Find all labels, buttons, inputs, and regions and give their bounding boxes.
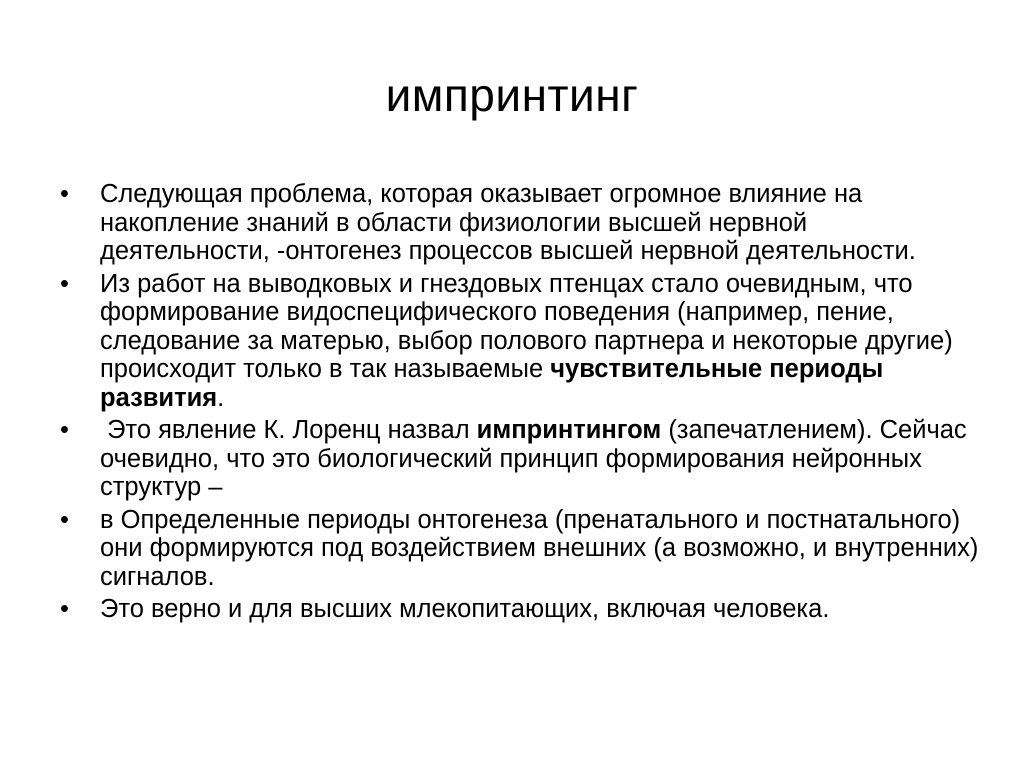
bullet-text: Это явление К. Лоренц назвал xyxy=(100,416,477,444)
bullet-item-2 xyxy=(60,270,980,413)
bullet-item-3 xyxy=(60,416,980,502)
bullet-bold-text: импринтингом xyxy=(476,416,662,444)
bullet-item-4 xyxy=(60,506,980,592)
slide-title: импринтинг xyxy=(385,69,639,121)
bullet-item-5 xyxy=(60,595,980,624)
bullet-list xyxy=(60,180,980,628)
bullet-item-1 xyxy=(60,180,980,266)
bullet-text-end: (запечатлением). Сейчас очевидно, что это биологический принцип формирования нейронных структур – xyxy=(100,416,967,501)
bullet-text: в Определенные периоды онтогенеза (пренатального и постнатального) они формируются под воздействием внешних (а возможно, и внутренних) сигналов. xyxy=(100,505,979,591)
bullet-text: Это верно и для высших млекопитающих, включая человека. xyxy=(100,595,830,623)
bullet-text-end: . xyxy=(217,383,225,412)
bullet-marker: • xyxy=(60,505,69,534)
bullet-marker: • xyxy=(60,416,69,444)
bullet-bold-text: чувствительные периоды развития xyxy=(100,355,884,412)
bullet-text: Из работ на выводковых и гнездовых птенцах стало очевидным, что формирование видоспецифического поведения (например, пение, следование за матерью, выбор полового партнера и некоторые другие) происходит только в так называемые xyxy=(100,269,953,383)
bullet-marker: • xyxy=(60,269,69,298)
bullet-marker: • xyxy=(60,180,69,208)
bullet-marker: • xyxy=(60,595,69,623)
bullet-text: Следующая проблема, которая оказывает огромное влияние на накопление знаний в области физиологии высшей нервной деятельности, -онтогенез процессов высшей нервной деятельности. xyxy=(100,180,916,265)
